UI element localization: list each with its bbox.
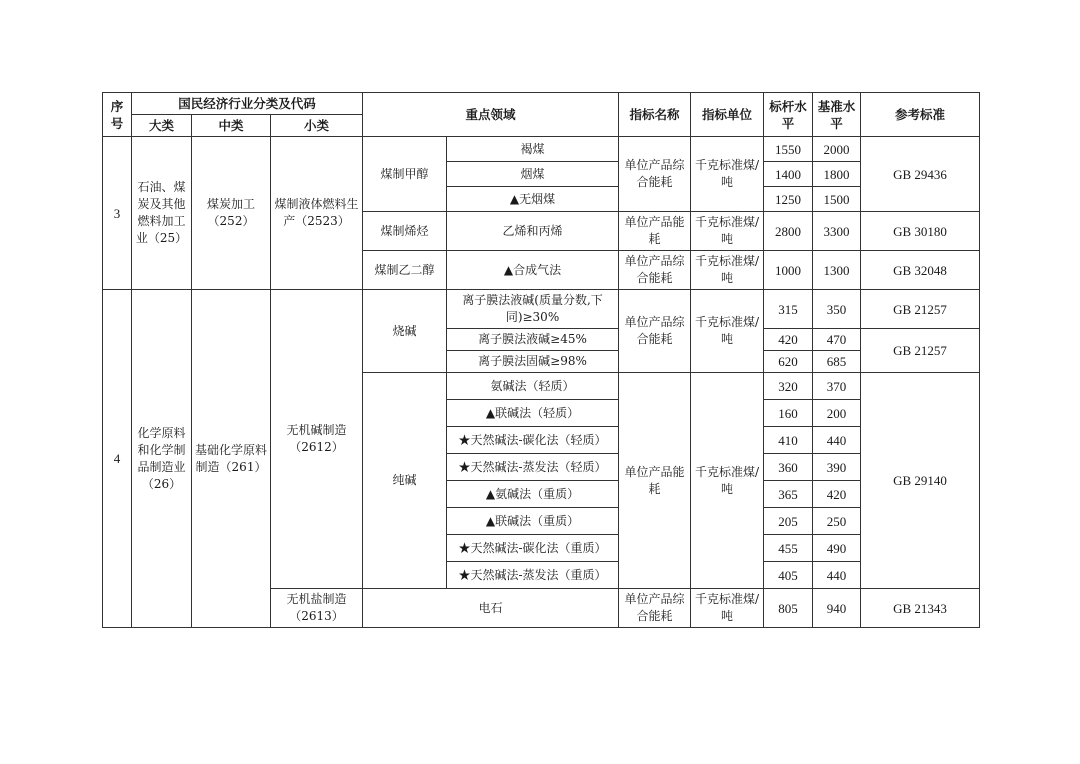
indicator-name-cell: 单位产品能耗 xyxy=(619,373,691,589)
benchmark-cell: 360 xyxy=(764,454,813,481)
indicator-name-cell: 单位产品综合能耗 xyxy=(619,589,691,628)
header-seq: 序号 xyxy=(103,93,132,137)
baseline-cell: 440 xyxy=(813,562,861,589)
baseline-cell: 420 xyxy=(813,481,861,508)
indicator-name-cell: 单位产品综合能耗 xyxy=(619,290,691,373)
benchmark-cell: 320 xyxy=(764,373,813,400)
baseline-cell: 940 xyxy=(813,589,861,628)
minor-class-cell: 无机碱制造（2612） xyxy=(271,290,363,589)
seq-cell: 4 xyxy=(103,290,132,628)
indicator-name-cell: 单位产品能耗 xyxy=(619,212,691,251)
baseline-cell: 1800 xyxy=(813,162,861,187)
baseline-cell: 490 xyxy=(813,535,861,562)
middle-class-cell: 煤炭加工（252） xyxy=(192,137,271,290)
reference-cell: GB 21257 xyxy=(861,329,980,373)
subfield-cell: 离子膜法液碱≥45% xyxy=(447,329,619,351)
indicator-name-cell: 单位产品综合能耗 xyxy=(619,251,691,290)
energy-benchmark-table xyxy=(102,92,980,628)
seq-cell: 3 xyxy=(103,137,132,290)
benchmark-cell: 805 xyxy=(764,589,813,628)
baseline-cell: 350 xyxy=(813,290,861,329)
header-indicator-name: 指标名称 xyxy=(619,93,691,137)
major-class-cell: 化学原料和化学制品制造业（26） xyxy=(132,290,192,628)
benchmark-cell: 1400 xyxy=(764,162,813,187)
header-baseline: 基准水平 xyxy=(813,93,861,137)
middle-class-cell: 基础化学原料制造（261） xyxy=(192,290,271,628)
header-reference: 参考标准 xyxy=(861,93,980,137)
header-benchmark: 标杆水平 xyxy=(764,93,813,137)
subfield-cell: ★天然碱法-蒸发法（重质） xyxy=(447,562,619,589)
header-field: 重点领域 xyxy=(363,93,619,137)
baseline-cell: 440 xyxy=(813,427,861,454)
minor-class-cell: 煤制液体燃料生产（2523） xyxy=(271,137,363,290)
baseline-cell: 200 xyxy=(813,400,861,427)
indicator-unit-cell: 千克标准煤/吨 xyxy=(691,373,764,589)
subfield-cell: ★天然碱法-蒸发法（轻质） xyxy=(447,454,619,481)
benchmark-cell: 365 xyxy=(764,481,813,508)
subfield-cell: 离子膜法液碱(质量分数,下同)≥30% xyxy=(447,290,619,329)
baseline-cell: 685 xyxy=(813,351,861,373)
indicator-unit-cell: 千克标准煤/吨 xyxy=(691,290,764,373)
baseline-cell: 1300 xyxy=(813,251,861,290)
field-cell: 煤制烯烃 xyxy=(363,212,447,251)
baseline-cell: 250 xyxy=(813,508,861,535)
subfield-cell: 离子膜法固碱≥98% xyxy=(447,351,619,373)
reference-cell: GB 29436 xyxy=(861,137,980,212)
benchmark-cell: 205 xyxy=(764,508,813,535)
benchmark-cell: 1250 xyxy=(764,187,813,212)
reference-cell: GB 29140 xyxy=(861,373,980,589)
benchmark-cell: 620 xyxy=(764,351,813,373)
header-indicator-unit: 指标单位 xyxy=(691,93,764,137)
benchmark-cell: 315 xyxy=(764,290,813,329)
benchmark-cell: 1550 xyxy=(764,137,813,162)
major-class-cell: 石油、煤炭及其他燃料加工业（25） xyxy=(132,137,192,290)
subfield-cell: ▲联碱法（重质） xyxy=(447,508,619,535)
benchmark-cell: 420 xyxy=(764,329,813,351)
baseline-cell: 370 xyxy=(813,373,861,400)
benchmark-cell: 410 xyxy=(764,427,813,454)
baseline-cell: 3300 xyxy=(813,212,861,251)
subfield-cell: 褐煤 xyxy=(447,137,619,162)
benchmark-cell: 2800 xyxy=(764,212,813,251)
field-cell: 纯碱 xyxy=(363,373,447,589)
field-cell: 煤制甲醇 xyxy=(363,137,447,212)
minor-class-cell: 无机盐制造（2613） xyxy=(271,589,363,628)
indicator-unit-cell: 千克标准煤/吨 xyxy=(691,589,764,628)
header-minor: 小类 xyxy=(271,115,363,137)
indicator-unit-cell: 千克标准煤/吨 xyxy=(691,212,764,251)
reference-cell: GB 30180 xyxy=(861,212,980,251)
header-major: 大类 xyxy=(132,115,192,137)
table-row xyxy=(103,137,980,162)
reference-cell: GB 21343 xyxy=(861,589,980,628)
benchmark-cell: 1000 xyxy=(764,251,813,290)
subfield-cell: ▲无烟煤 xyxy=(447,187,619,212)
subfield-cell: 氨碱法（轻质） xyxy=(447,373,619,400)
subfield-cell: ▲氨碱法（重质） xyxy=(447,481,619,508)
subfield-cell: ▲合成气法 xyxy=(447,251,619,290)
baseline-cell: 1500 xyxy=(813,187,861,212)
baseline-cell: 470 xyxy=(813,329,861,351)
reference-cell: GB 21257 xyxy=(861,290,980,329)
subfield-cell: ★天然碱法-碳化法（重质） xyxy=(447,535,619,562)
reference-cell: GB 32048 xyxy=(861,251,980,290)
baseline-cell: 2000 xyxy=(813,137,861,162)
header-middle: 中类 xyxy=(192,115,271,137)
indicator-unit-cell: 千克标准煤/吨 xyxy=(691,137,764,212)
subfield-cell: ▲联碱法（轻质） xyxy=(447,400,619,427)
subfield-cell: ★天然碱法-碳化法（轻质） xyxy=(447,427,619,454)
baseline-cell: 390 xyxy=(813,454,861,481)
subfield-cell: 乙烯和丙烯 xyxy=(447,212,619,251)
header-row xyxy=(103,93,980,115)
field-cell: 煤制乙二醇 xyxy=(363,251,447,290)
indicator-unit-cell: 千克标准煤/吨 xyxy=(691,251,764,290)
table-row xyxy=(103,290,980,329)
subfield-cell: 烟煤 xyxy=(447,162,619,187)
field-cell: 烧碱 xyxy=(363,290,447,373)
indicator-name-cell: 单位产品综合能耗 xyxy=(619,137,691,212)
header-industry-class: 国民经济行业分类及代码 xyxy=(132,93,363,115)
benchmark-cell: 160 xyxy=(764,400,813,427)
field-cell: 电石 xyxy=(363,589,619,628)
benchmark-cell: 405 xyxy=(764,562,813,589)
benchmark-cell: 455 xyxy=(764,535,813,562)
